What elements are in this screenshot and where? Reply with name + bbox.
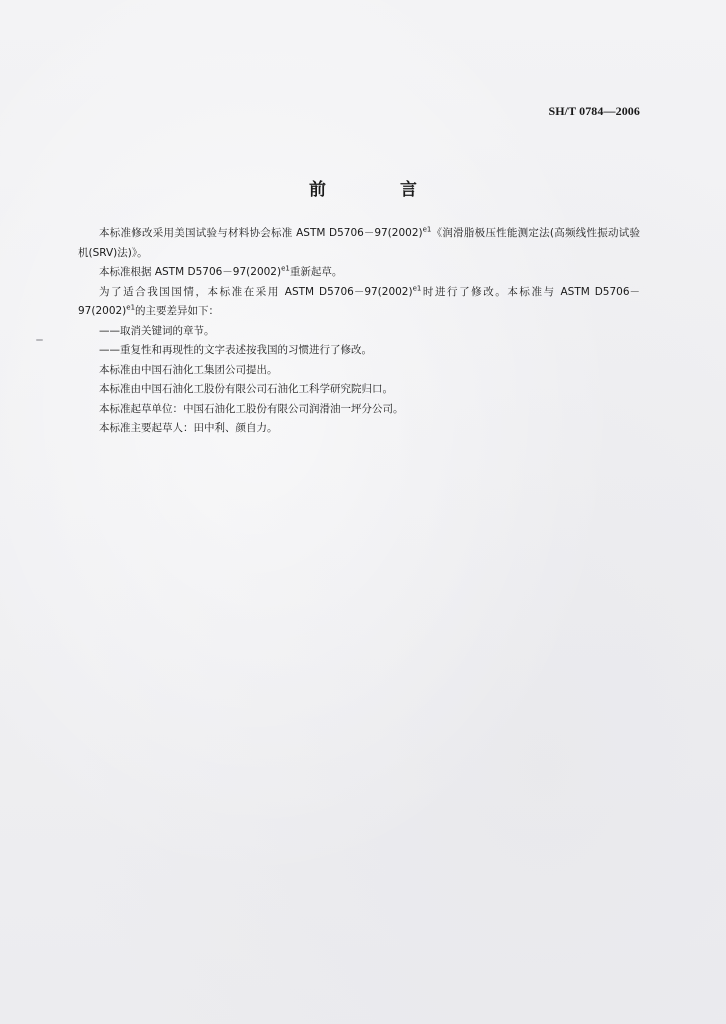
paragraph-1-superscript: e1 — [422, 225, 432, 234]
paragraph-2-text-b: 重新起草。 — [289, 266, 343, 278]
paragraph-3 — [78, 283, 640, 322]
paragraph-proposer: 本标准由中国石油化工集团公司提出。 — [99, 363, 278, 376]
page-title: 前 言 — [309, 180, 451, 200]
doc-number: SH/T 0784—2006 — [548, 104, 640, 118]
difference-item-2: ——重复性和再现性的文字表述按我国的习惯进行了修改。 — [99, 344, 372, 356]
paragraph-1-text-a: 本标准修改采用美国试验与材料协会标准 ASTM D5706－97(2002) — [99, 227, 423, 239]
paragraph-3-superscript-1: e1 — [412, 284, 422, 292]
paragraph-3-text-b: 时进行了修改。本标准与 ASTM D5706－97(2002) — [78, 285, 640, 317]
paragraph-2 — [78, 263, 640, 283]
paragraph-3-text-c: 的主要差异如下： — [135, 305, 220, 317]
paragraph-centralized: 本标准由中国石油化工股份有限公司石油化工科学研究院归口。 — [99, 383, 393, 395]
difference-item-1: ——取消关键词的章节。 — [99, 324, 215, 337]
paragraph-3-superscript-2: e1 — [126, 303, 136, 312]
scan-mark — [36, 339, 43, 341]
paragraph-1 — [78, 224, 640, 263]
paragraph-drafters: 本标准主要起草人：田中利、颜自力。 — [99, 422, 278, 434]
paragraph-3-text-a: 为了适合我国国情，本标准在采用 ASTM D5706－97(2002) — [99, 285, 413, 298]
paragraph-1-text-b: 《润滑脂极压性能测定法(高频线性振动试验机(SRV)法)》。 — [78, 227, 640, 259]
paragraph-2-superscript: e1 — [281, 264, 290, 273]
paragraph-2-text-a: 本标准根据 ASTM D5706－97(2002) — [99, 266, 282, 278]
paragraph-drafting-unit: 本标准起草单位：中国石油化工股份有限公司润滑油一坪分公司。 — [99, 402, 404, 415]
foreword-body — [78, 224, 640, 439]
